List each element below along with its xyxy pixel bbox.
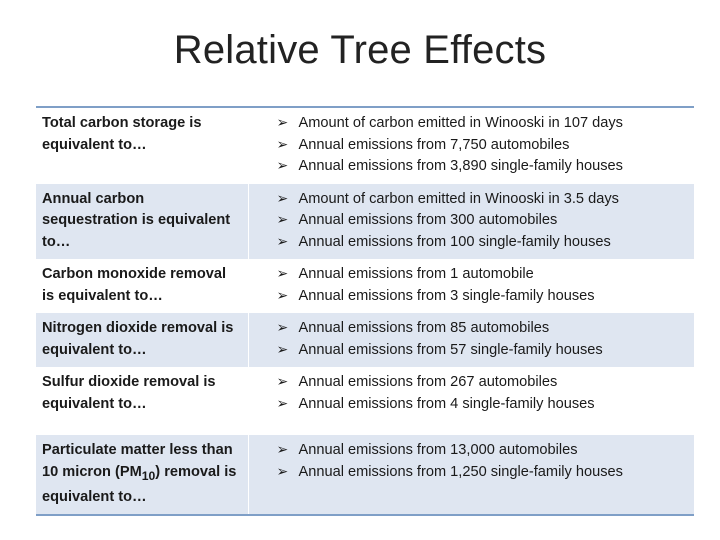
arrow-bullet-icon: ➢	[276, 442, 289, 458]
list-item: ➢ Annual emissions from 4 single-family houses	[277, 394, 689, 416]
list-item: ➢ Annual emissions from 3 single-family houses	[277, 286, 689, 308]
row-items	[248, 259, 694, 313]
row-label: Carbon monoxide removal is equivalent to…	[36, 259, 248, 313]
table-row	[36, 367, 694, 435]
slide-title: Relative Tree Effects	[173, 28, 547, 72]
row-label: Annual carbon sequestration is equivalent to…	[36, 184, 248, 260]
list-item: ➢ Annual emissions from 1,250 single-family houses	[277, 462, 689, 484]
pm-subscript: 10	[141, 468, 156, 483]
list-item: ➢ Annual emissions from 7,750 automobiles	[277, 135, 689, 157]
arrow-bullet-icon: ➢	[276, 158, 289, 174]
row-items	[248, 184, 694, 260]
row-label: Sulfur dioxide removal is equivalent to…	[36, 367, 248, 435]
list-item: ➢ Annual emissions from 57 single-family houses	[277, 340, 689, 362]
table-row	[36, 107, 694, 184]
table-row	[36, 435, 694, 515]
arrow-bullet-icon: ➢	[276, 136, 289, 153]
list-item: ➢ Annual emissions from 3,890 single-family houses	[277, 156, 689, 178]
list-item: ➢ Annual emissions from 13,000 automobiles	[277, 440, 689, 462]
row-label: Nitrogen dioxide removal is equivalent to…	[36, 313, 248, 367]
row-items	[248, 313, 694, 367]
table-row	[36, 259, 694, 313]
bullet-list	[277, 264, 689, 307]
row-label: Total carbon storage is equivalent to…	[36, 107, 248, 184]
arrow-bullet-icon: ➢	[276, 341, 289, 358]
table-row	[36, 184, 694, 260]
row-items	[248, 435, 694, 515]
arrow-bullet-icon: ➢	[276, 115, 289, 131]
arrow-bullet-icon: ➢	[276, 266, 289, 282]
arrow-bullet-icon: ➢	[276, 190, 289, 207]
effects-table	[36, 106, 694, 516]
bullet-list	[277, 440, 689, 483]
list-item: ➢ Amount of carbon emitted in Winooski in 107 days	[277, 113, 689, 135]
row-label: Particulate matter less than 10 micron $(PM_{10})$ removal is equivalent to…	[36, 435, 248, 515]
bullet-list	[277, 189, 689, 254]
arrow-bullet-icon: ➢	[276, 233, 289, 250]
table-row	[36, 313, 694, 367]
arrow-bullet-icon: ➢	[276, 463, 289, 480]
row-items	[248, 107, 694, 184]
arrow-bullet-icon: ➢	[276, 287, 289, 304]
list-item: ➢ Amount of carbon emitted in Winooski in 3.5 days	[277, 189, 689, 211]
arrow-bullet-icon: ➢	[276, 212, 289, 228]
arrow-bullet-icon: ➢	[276, 374, 289, 390]
arrow-bullet-icon: ➢	[276, 320, 289, 336]
bullet-list	[277, 372, 689, 415]
bullet-list	[277, 113, 689, 178]
arrow-bullet-icon: ➢	[276, 395, 289, 412]
effects-table-container	[36, 106, 694, 516]
bullet-list	[277, 318, 689, 361]
list-item: ➢ Annual emissions from 300 automobiles	[277, 210, 689, 232]
list-item: ➢ Annual emissions from 1 automobile	[277, 264, 689, 286]
row-items	[248, 367, 694, 435]
list-item: ➢ Annual emissions from 267 automobiles	[277, 372, 689, 394]
list-item: ➢ Annual emissions from 100 single-family houses	[277, 232, 689, 254]
list-item: ➢ Annual emissions from 85 automobiles	[277, 318, 689, 340]
